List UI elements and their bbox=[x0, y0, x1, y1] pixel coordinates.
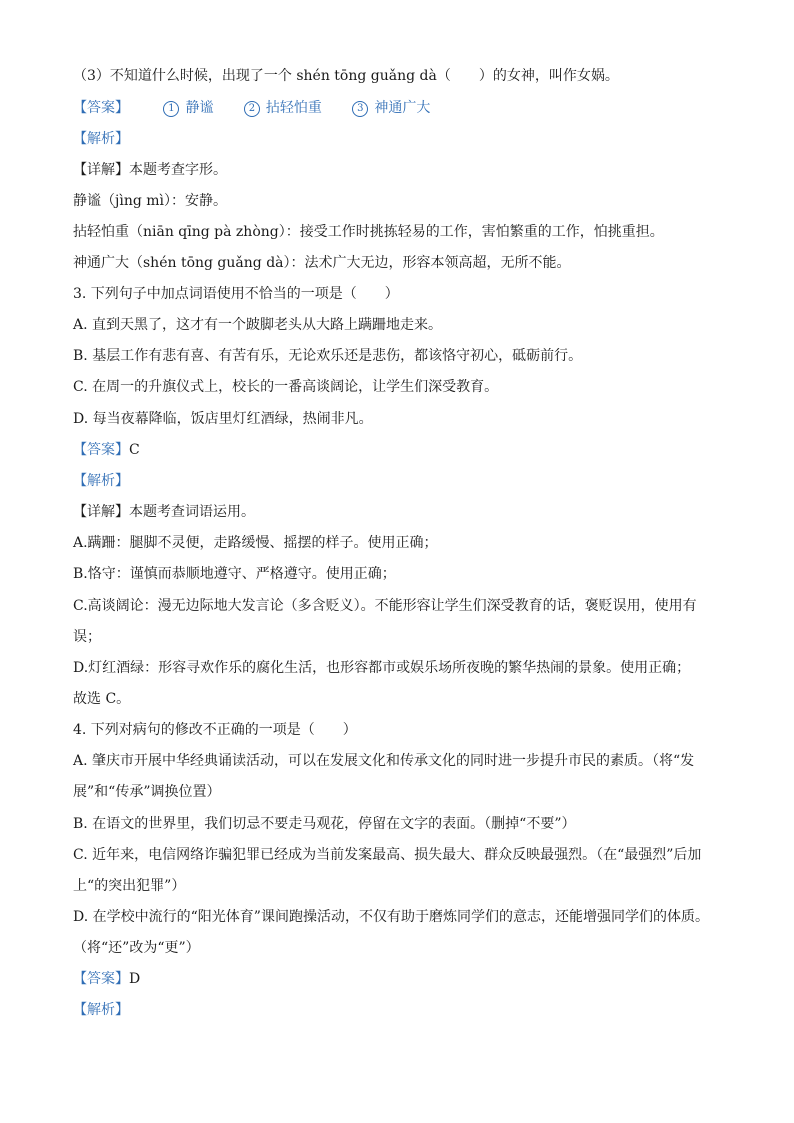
analysis-tag-q3 bbox=[73, 471, 733, 491]
question-3-option-c: C. 在周一的升旗仪式上，校长的一番高谈阔论，让学生们深受教育。 bbox=[73, 379, 499, 395]
explain-q2-3: 神通广大（shén tōng guǎng dà）：法术广大无边，形容本领高超，无所不能。 bbox=[73, 255, 571, 271]
answer-item-3 bbox=[352, 98, 430, 118]
detail-q2: 【详解】本题考查字形。 bbox=[73, 162, 227, 178]
circled-number-3: 3 bbox=[352, 101, 368, 117]
answer-value: C bbox=[129, 442, 140, 458]
explain-q2-2: 拈轻怕重（niān qīng pà zhòng）：接受工作时挑拣轻易的工作，害怕繁重的工作，怕挑重担。 bbox=[73, 224, 664, 240]
answer-tag: 【答案】 bbox=[73, 100, 129, 116]
conclusion-q3: 故选 C。 bbox=[73, 691, 131, 707]
question-3-option-a: A. 直到天黑了，这才有一个跛脚老头从大路上蹒跚地走来。 bbox=[73, 317, 443, 333]
analysis-tag-q2 bbox=[73, 129, 733, 149]
question-4-option-c-2: 上“的突出犯罪”） bbox=[73, 878, 186, 894]
detail-q3: 【详解】本题考查词语运用。 bbox=[73, 504, 255, 520]
explain-q2-1: 静谧（jìng mì）：安静。 bbox=[73, 193, 227, 209]
answer-text-3: 神通广大 bbox=[374, 100, 431, 116]
answer-line-q3 bbox=[73, 440, 733, 460]
analysis-tag: 【解析】 bbox=[73, 1002, 129, 1018]
question-4-option-d-1: D. 在学校中流行的“阳光体育”课间跑操活动，不仅有助于磨炼同学们的意志，还能增强同学们的体质。 bbox=[73, 909, 709, 925]
answer-tag: 【答案】 bbox=[73, 971, 129, 987]
answer-tag: 【答案】 bbox=[73, 442, 129, 458]
analysis-tag: 【解析】 bbox=[73, 473, 129, 489]
question-3-option-b: B. 基层工作有悲有喜、有苦有乐，无论欢乐还是悲伤，都该恪守初心，砥砺前行。 bbox=[73, 348, 583, 364]
question-4-option-a-1: A. 肇庆市开展中华经典诵读活动，可以在发展文化和传承文化的同时进一步提升市民的素质。（将“发 bbox=[73, 753, 695, 769]
answer-line-q2 bbox=[73, 98, 733, 118]
explain-q3-a: A.蹒跚：腿脚不灵便，走路缓慢、摇摆的样子。使用正确； bbox=[73, 535, 438, 551]
question-4-option-c-1: C. 近年来，电信网络诈骗犯罪已经成为当前发案最高、损失最大、群众反映最强烈。（在“最强烈”后加 bbox=[73, 847, 702, 863]
question-4-option-a-2: 展”和“传承”调换位置） bbox=[73, 784, 221, 800]
circled-number-1: 1 bbox=[163, 101, 179, 117]
explain-q3-c-2: 误； bbox=[73, 629, 101, 645]
question-4-option-d-2: （将“还”改为“更”） bbox=[73, 940, 200, 956]
answer-item-2 bbox=[244, 98, 322, 118]
question-2-item-3: （3）不知道什么时候，出现了一个 shén tōng guǎng dà（ ）的女神，叫作女娲。 bbox=[73, 68, 619, 84]
explain-q3-c-1: C.高谈阔论：漫无边际地大发言论（多含贬义）。不能形容让学生们深受教育的话，褒贬误用，使用有 bbox=[73, 598, 697, 614]
answer-line-q4 bbox=[73, 969, 733, 989]
answer-text-2: 拈轻怕重 bbox=[265, 100, 322, 116]
explain-q3-d: D.灯红酒绿：形容寻欢作乐的腐化生活，也形容都市或娱乐场所夜晚的繁华热闹的景象。使用正确； bbox=[73, 660, 691, 676]
explain-q3-b: B.恪守：谨慎而恭顺地遵守、严格遵守。使用正确； bbox=[73, 566, 396, 582]
answer-text-1: 静谧 bbox=[185, 100, 214, 116]
question-3-stem: 3. 下列句子中加点词语使用不恰当的一项是（ ） bbox=[73, 286, 399, 302]
answer-value: D bbox=[129, 971, 141, 987]
question-4-option-b: B. 在语文的世界里，我们切忌不要走马观花，停留在文字的表面。（删掉“不要”） bbox=[73, 816, 576, 832]
question-4-stem: 4. 下列对病句的修改不正确的一项是（ ） bbox=[73, 722, 357, 738]
circled-number-2: 2 bbox=[244, 101, 260, 117]
analysis-tag-q4 bbox=[73, 1000, 733, 1020]
question-3-option-d: D. 每当夜幕降临，饭店里灯红酒绿，热闹非凡。 bbox=[73, 411, 373, 427]
analysis-tag: 【解析】 bbox=[73, 131, 129, 147]
answer-item-1 bbox=[163, 98, 213, 118]
